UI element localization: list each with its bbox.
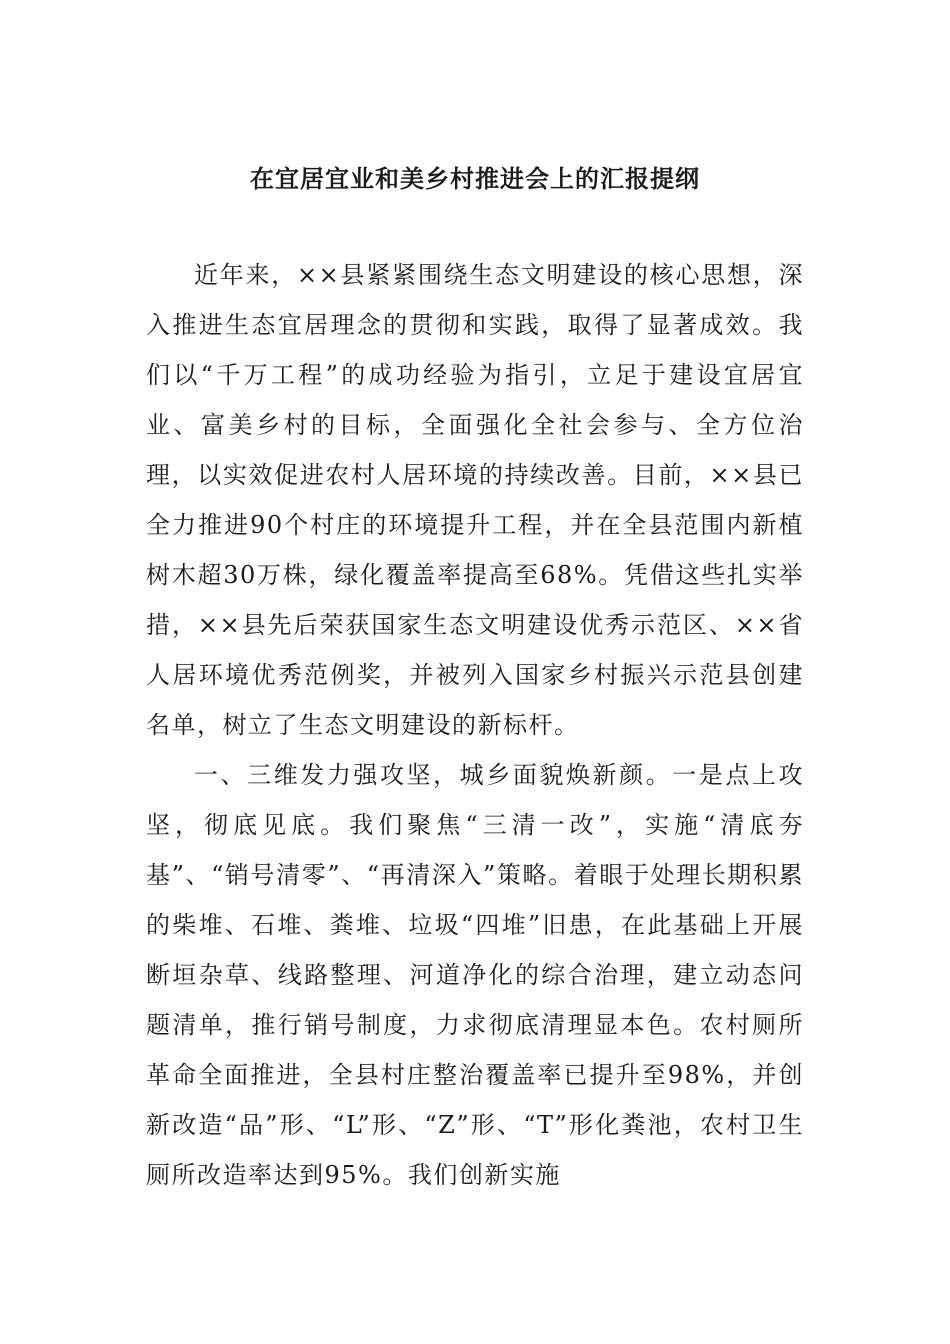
paragraph-section-one: 一、三维发力强攻坚，城乡面貌焕新颜。一是点上攻坚，彻底见底。我们聚焦“三清一改”，实施“清底夯基”、“销号清零”、“再清深入”策略。着眼于处理长期积累的柴堆、石堆、粪堆、垃圾“四堆”旧患，在此基础上开展断垣杂草、线路整理、河道净化的综合治理，建立动态问题清单，推行销号制度，力求彻底清理显本色。农村厕所革命全面推进，全县村庄整治覆盖率已提升至98%，并创新改造“品”形、“L”形、“Z”形、“T”形化粪池，农村卫生厕所改造率达到95%。我们创新实施 [146,761,804,1189]
document-body [146,250,804,1200]
document-title: 在宜居宜业和美乡村推进会上的汇报提纲 [250,165,700,193]
paragraph-intro: 近年来，××县紧紧围绕生态文明建设的核心思想，深入推进生态宜居理念的贯彻和实践，取得了显著成效。我们以“千万工程”的成功经验为指引，立足于建设宜居宜业、富美乡村的目标，全面强化全社会参与、全方位治理，以实效促进农村人居环境的持续改善。目前，××县已全力推进90个村庄的环境提升工程，并在全县范围内新植树木超30万株，绿化覆盖率提高至68%。凭借这些扎实举措，××县先后荣获国家生态文明建设优秀示范区、××省人居环境优秀范例奖，并被列入国家乡村振兴示范县创建名单，树立了生态文明建设的新标杆。 [146,261,804,739]
